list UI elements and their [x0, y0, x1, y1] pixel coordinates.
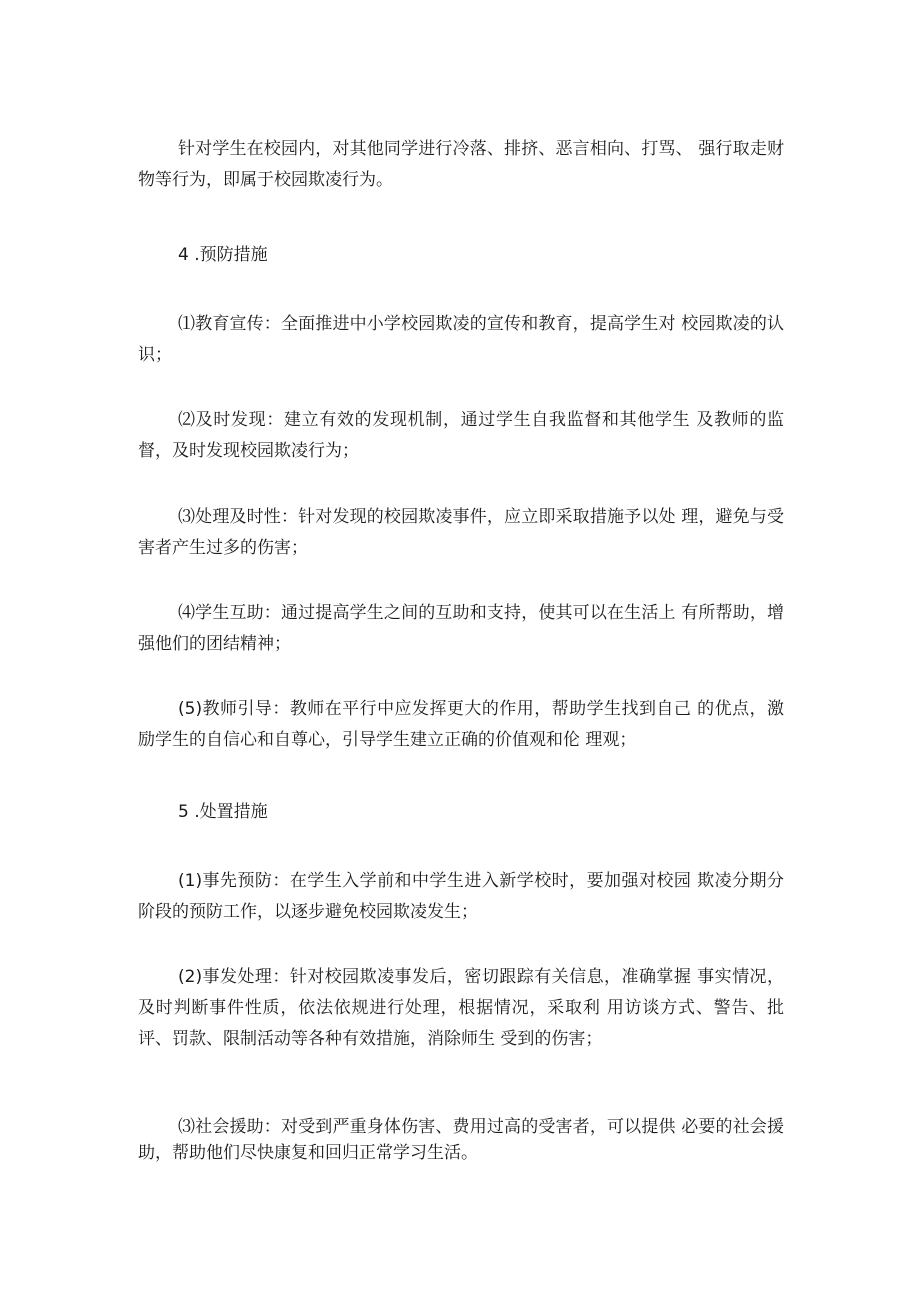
prevention-item-5: (5)教师引导：教师在平行中应发挥更大的作用，帮助学生找到自己 的优点，激励学生的自信心和自尊心，引导学生建立正确的价值观和伦 理观； [138, 699, 784, 750]
prevention-item-2: ⑵及时发现：建立有效的发现机制，通过学生自我监督和其他学生 及教师的监督，及时发现校园欺凌行为； [138, 410, 784, 461]
prevention-item-3: ⑶处理及时性：针对发现的校园欺凌事件，应立即采取措施予以处 理，避免与受害者产生过多的伤害； [138, 507, 784, 558]
prevention-item-4: ⑷学生互助：通过提高学生之间的互助和支持，使其可以在生活上 有所帮助，增强他们的团结精神； [138, 603, 784, 654]
definition-paragraph: 针对学生在校园内，对其他同学进行冷落、排挤、恶言相向、打骂、 强行取走财物等行为，即属于校园欺凌行为。 [138, 139, 784, 190]
handling-item-3: ⑶社会援助：对受到严重身体伤害、费用过高的受害者，可以提供 必要的社会援助，帮助他们尽快康复和回归正常学习生活。 [138, 1117, 784, 1163]
handling-item-2: (2)事发处理：针对校园欺凌事发后，密切跟踪有关信息，准确掌握 事实情况，及时判断事件性质，依法依规进行处理，根据情况，采取利 用访谈方式、警告、批评、罚款、限制活动等各种有效措施，消除师生 受到的伤害； [138, 967, 784, 1049]
handling-item-1: (1)事先预防：在学生入学前和中学生进入新学校时，要加强对校园 欺凌分期分阶段的预防工作，以逐步避免校园欺凌发生； [138, 871, 784, 922]
prevention-item-1: ⑴教育宣传：全面推进中小学校园欺凌的宣传和教育，提高学生对 校园欺凌的认识； [138, 314, 784, 365]
section-5-heading: 5 .处置措施 [178, 802, 268, 822]
section-4-heading: 4 .预防措施 [178, 245, 268, 265]
